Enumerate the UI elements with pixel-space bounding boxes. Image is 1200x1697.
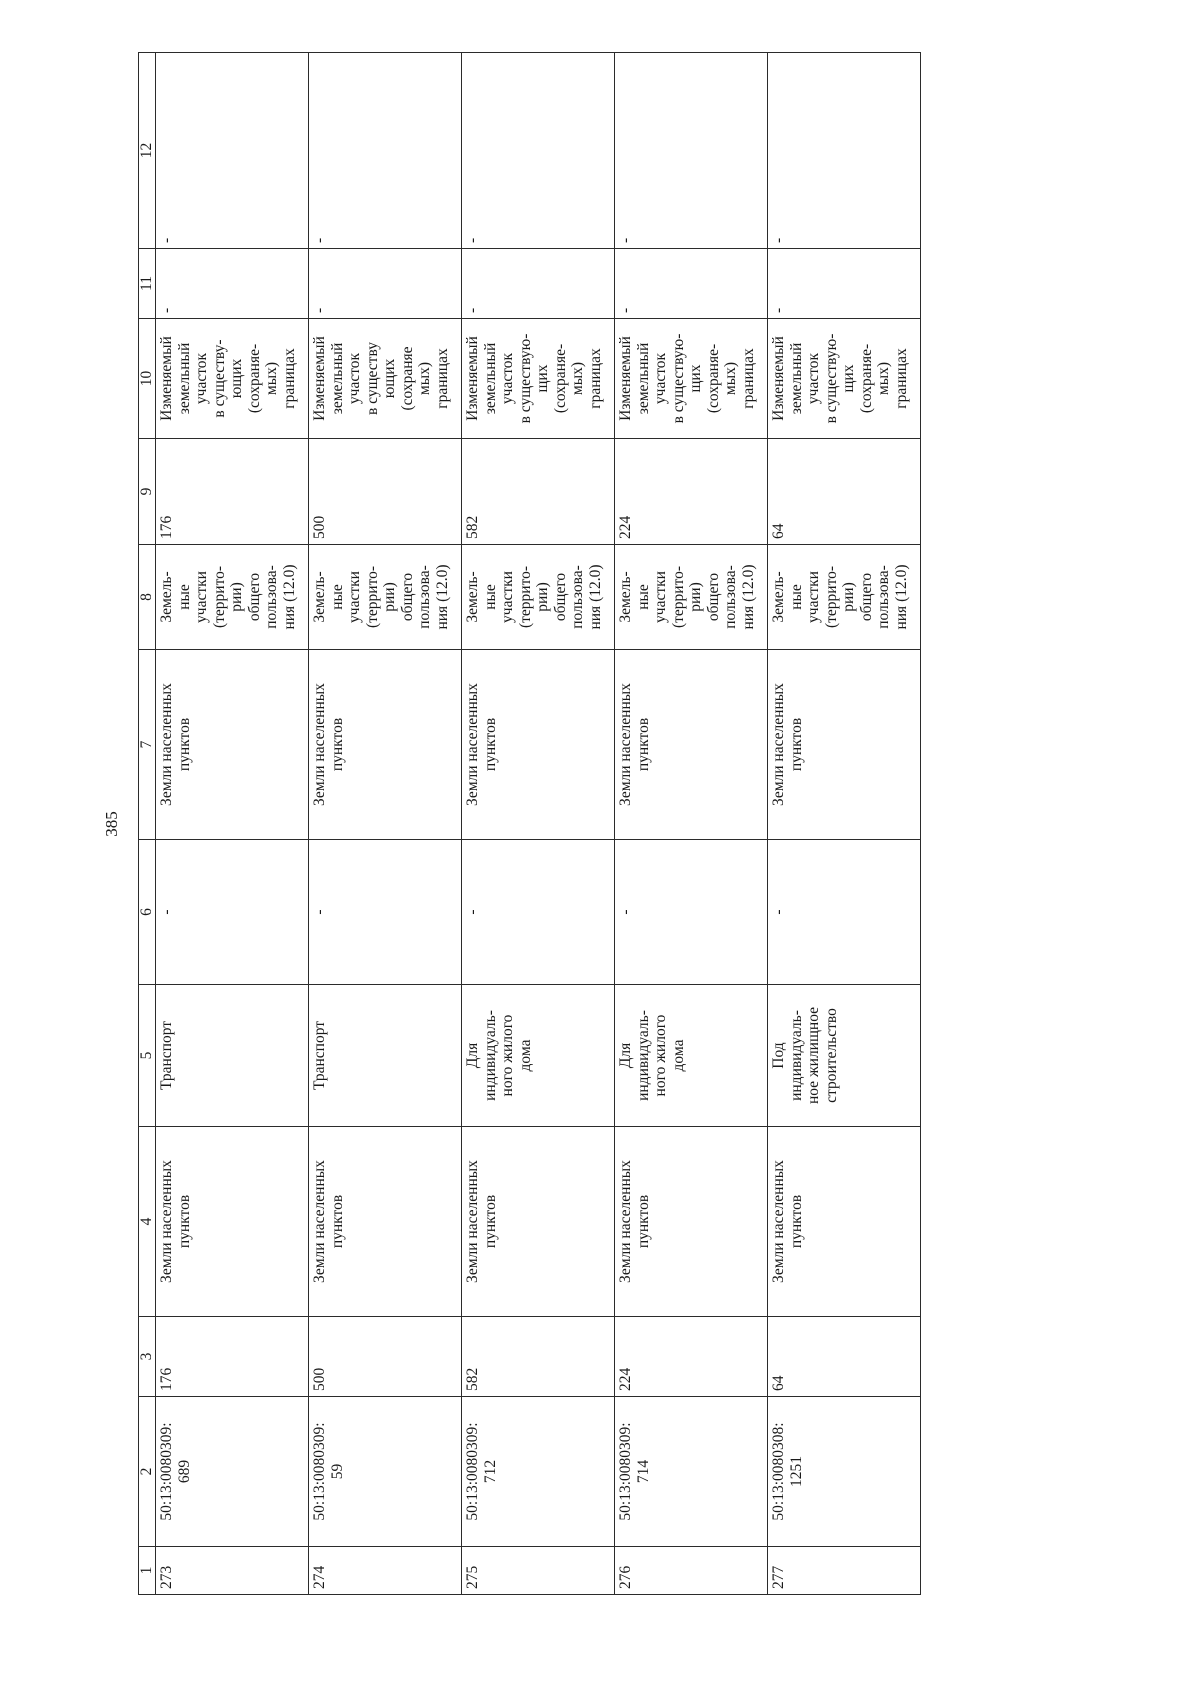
col-12-value: - xyxy=(768,53,921,249)
column-header: 2 xyxy=(139,1397,156,1547)
plot-status-note: Изменяемый земельный участок в существую- щих (сохраняе- мых) границах xyxy=(768,319,921,439)
land-plots-table xyxy=(138,52,921,1595)
col-11-value: - xyxy=(768,249,921,319)
new-land-category: Земли населенных пунктов xyxy=(462,650,615,840)
new-permitted-use: Земель- ные участки (террито- рии) общего пользова- ния (12.0) xyxy=(768,545,921,650)
table-row xyxy=(309,53,462,1595)
new-plot-area: 224 xyxy=(615,439,768,545)
plot-status-note: Изменяемый земельный участок в существу- ющих (сохраняе- мых) границах xyxy=(156,319,309,439)
cadastral-number: 50:13:0080308: 1251 xyxy=(768,1397,921,1547)
new-plot-area: 176 xyxy=(156,439,309,545)
permitted-use: Для индивидуаль- ного жилого дома xyxy=(615,985,768,1127)
col-11-value: - xyxy=(309,249,462,319)
new-land-category: Земли населенных пунктов xyxy=(768,650,921,840)
table-row xyxy=(156,53,309,1595)
column-header: 11 xyxy=(139,249,156,319)
column-header: 4 xyxy=(139,1127,156,1317)
permitted-use: Для индивидуаль- ного жилого дома xyxy=(462,985,615,1127)
new-plot-area: 582 xyxy=(462,439,615,545)
table-row xyxy=(768,53,921,1595)
new-land-category: Земли населенных пунктов xyxy=(156,650,309,840)
land-category: Земли населенных пунктов xyxy=(462,1127,615,1317)
rotated-sheet xyxy=(90,53,1000,1595)
col-6-value: - xyxy=(309,840,462,985)
new-permitted-use: Земель- ные участки (террито- рии) общего пользова- ния (12.0) xyxy=(309,545,462,650)
row-number: 277 xyxy=(768,1547,921,1595)
col-6-value: - xyxy=(768,840,921,985)
plot-status-note: Изменяемый земельный участок в существую- щих (сохраняе- мых) границах xyxy=(462,319,615,439)
col-12-value: - xyxy=(615,53,768,249)
column-header: 6 xyxy=(139,840,156,985)
col-11-value: - xyxy=(615,249,768,319)
cadastral-number: 50:13:0080309: 712 xyxy=(462,1397,615,1547)
plot-area: 176 xyxy=(156,1317,309,1397)
row-number: 273 xyxy=(156,1547,309,1595)
plot-area: 224 xyxy=(615,1317,768,1397)
new-permitted-use: Земель- ные участки (террито- рии) общего пользова- ния (12.0) xyxy=(615,545,768,650)
table-row xyxy=(615,53,768,1595)
new-plot-area: 500 xyxy=(309,439,462,545)
plot-area: 500 xyxy=(309,1317,462,1397)
col-6-value: - xyxy=(462,840,615,985)
page-number: 385 xyxy=(102,811,121,837)
row-number: 274 xyxy=(309,1547,462,1595)
row-number: 275 xyxy=(462,1547,615,1595)
plot-area: 582 xyxy=(462,1317,615,1397)
plot-status-note: Изменяемый земельный участок в существу ющих (сохраняе мых) границах xyxy=(309,319,462,439)
column-header: 7 xyxy=(139,650,156,840)
new-land-category: Земли населенных пунктов xyxy=(309,650,462,840)
land-category: Земли населенных пунктов xyxy=(768,1127,921,1317)
col-12-value: - xyxy=(462,53,615,249)
col-11-value: - xyxy=(462,249,615,319)
plot-status-note: Изменяемый земельный участок в существую- щих (сохраняе- мых) границах xyxy=(615,319,768,439)
permitted-use: Транспорт xyxy=(156,985,309,1127)
column-header: 1 xyxy=(139,1547,156,1595)
cadastral-number: 50:13:0080309: 59 xyxy=(309,1397,462,1547)
col-12-value: - xyxy=(156,53,309,249)
col-6-value: - xyxy=(156,840,309,985)
column-header: 10 xyxy=(139,319,156,439)
land-category: Земли населенных пунктов xyxy=(309,1127,462,1317)
column-header: 9 xyxy=(139,439,156,545)
new-land-category: Земли населенных пунктов xyxy=(615,650,768,840)
col-6-value: - xyxy=(615,840,768,985)
column-header: 8 xyxy=(139,545,156,650)
permitted-use: Под индивидуаль- ное жилищное строительство xyxy=(768,985,921,1127)
land-category: Земли населенных пунктов xyxy=(615,1127,768,1317)
column-header: 5 xyxy=(139,985,156,1127)
cadastral-number: 50:13:0080309: 714 xyxy=(615,1397,768,1547)
column-number-row xyxy=(139,53,156,1595)
table-row xyxy=(462,53,615,1595)
column-header: 12 xyxy=(139,53,156,249)
row-number: 276 xyxy=(615,1547,768,1595)
table-body xyxy=(156,53,921,1595)
column-header: 3 xyxy=(139,1317,156,1397)
new-permitted-use: Земель- ные участки (террито- рии) общего пользова- ния (12.0) xyxy=(462,545,615,650)
col-11-value: - xyxy=(156,249,309,319)
land-category: Земли населенных пунктов xyxy=(156,1127,309,1317)
permitted-use: Транспорт xyxy=(309,985,462,1127)
new-permitted-use: Земель- ные участки (террито- рии) общего пользова- ния (12.0) xyxy=(156,545,309,650)
new-plot-area: 64 xyxy=(768,439,921,545)
plot-area: 64 xyxy=(768,1317,921,1397)
cadastral-number: 50:13:0080309: 689 xyxy=(156,1397,309,1547)
col-12-value: - xyxy=(309,53,462,249)
